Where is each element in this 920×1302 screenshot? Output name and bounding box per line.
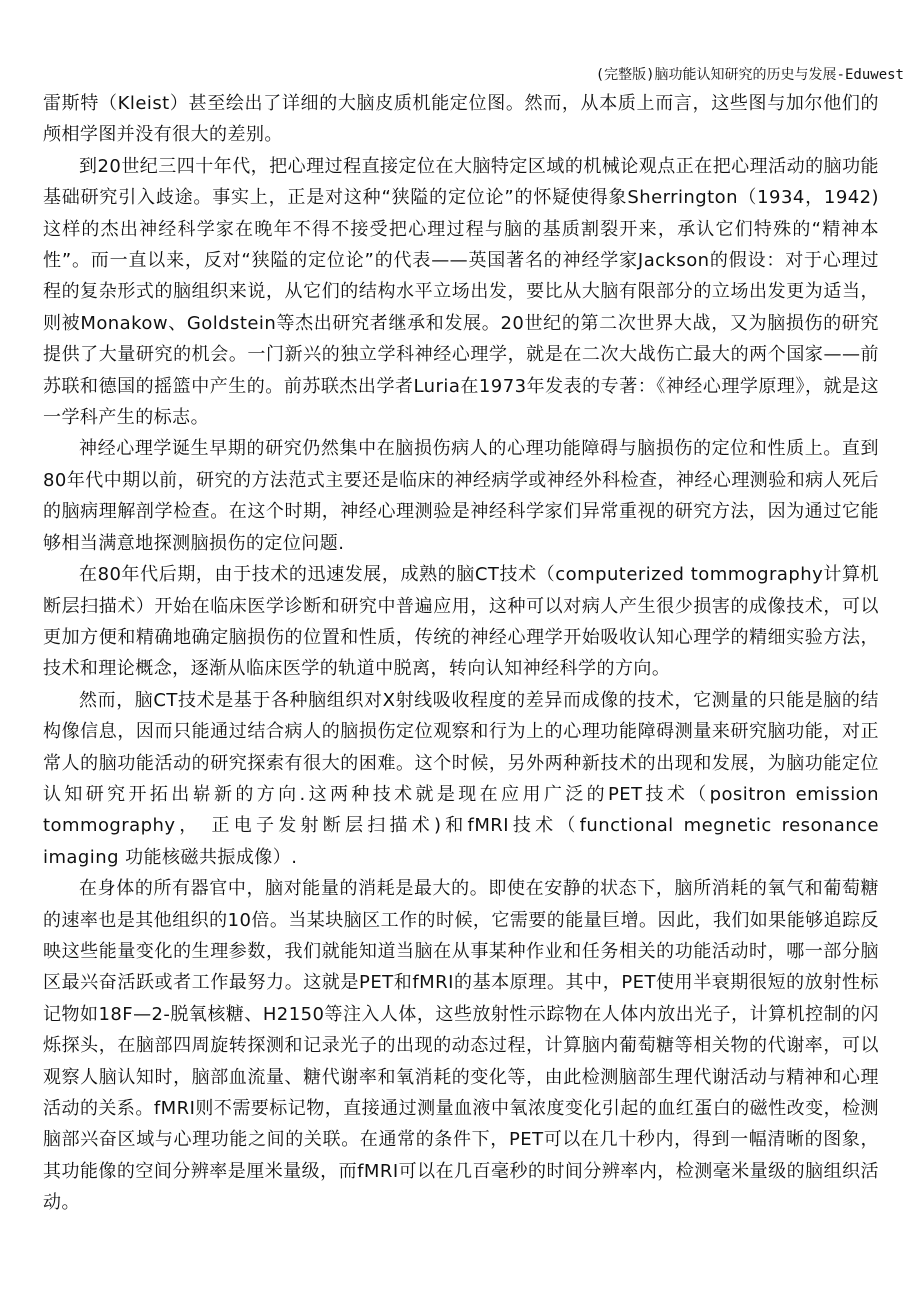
paragraph-localization-history: 到20世纪三四十年代，把心理过程直接定位在大脑特定区域的机械论观点正在把心理活动的脑功能基础研究引入歧途。事实上，正是对这种“狭隘的定位论”的怀疑使得象Sherrington（1934，1942)这样的杰出神经科学家在晚年不得不接受把心理过程与脑的基质割裂开来，承认它们特殊的“精神本性”。而一直以来，反对“狭隘的定位论”的代表——英国著名的神经学家Jackson的假设：对于心理过程的复杂形式的脑组织来说，从它们的结构水平立场出发，要比从大脑有限部分的立场出发更为适当，则被Monakow、Goldstein等杰出研究者继承和发展。20世纪的第二次世界大战，又为脑损伤的研究提供了大量研究的机会。一门新兴的独立学科神经心理学，就是在二次大战伤亡最大的两个国家——前苏联和德国的摇篮中产生的。前苏联杰出学者Luria在1973年发表的专著：《神经心理学原理》，就是这一学科产生的标志。: [43, 155, 879, 429]
running-header: (完整版)脑功能认知研究的历史与发展-Eduwest: [595, 67, 904, 83]
document-body: [43, 88, 879, 1219]
paragraph-continuation: 雷斯特（Kleist）甚至绘出了详细的大脑皮质机能定位图。然而，从本质上而言，这些图与加尔他们的颅相学图并没有很大的差别。: [43, 93, 879, 146]
paragraph-pet-fmri-principles: 在身体的所有器官中，脑对能量的消耗是最大的。即使在安静的状态下，脑所消耗的氧气和葡萄糖的速率也是其他组织的10倍。当某块脑区工作的时候，它需要的能量巨增。因此，我们如果能够追踪反映这些能量变化的生理参数，我们就能知道当脑在从事某种作业和任务相关的功能活动时，哪一部分脑区最兴奋活跃或者工作最努力。这就是PET和fMRI的基本原理。其中，PET使用半衰期很短的放射性标记物如18F—2-脱氧核糖、H2150等注入人体，这些放射性示踪物在人体内放出光子，计算机控制的闪烁探头，在脑部四周旋转探测和记录光子的出现的动态过程，计算脑内葡萄糖等相关物的代谢率，可以观察人脑认知时，脑部血流量、糖代谢率和氧消耗的变化等，由此检测脑部生理代谢活动与精神和心理活动的关系。fMRI则不需要标记物，直接通过测量血液中氧浓度变化引起的血红蛋白的磁性改变，检测脑部兴奋区域与心理功能之间的关联。在通常的条件下，PET可以在几十秒内，得到一幅清晰的图象，其功能像的空间分辨率是厘米量级，而fMRI可以在几百毫秒的时间分辨率内，检测毫米量级的脑组织活动。: [43, 878, 879, 1214]
paragraph-pet-fmri-emergence: 然而，脑CT技术是基于各种脑组织对X射线吸收程度的差异而成像的技术，它测量的只能是脑的结构像信息，因而只能通过结合病人的脑损伤定位观察和行为上的心理功能障碍测量来研究脑功能，对正常人的脑功能活动的研究探索有很大的困难。这个时候，另外两种新技术的出现和发展，为脑功能定位认知研究开拓出崭新的方向.这两种技术就是现在应用广泛的PET技术（positron emission tommography， 正电子发射断层扫描术)和fMRI技术（functional megnetic resonance imaging 功能核磁共振成像）.: [43, 689, 879, 868]
paragraph-early-neuropsychology: 神经心理学诞生早期的研究仍然集中在脑损伤病人的心理功能障碍与脑损伤的定位和性质上。直到80年代中期以前，研究的方法范式主要还是临床的神经病学或神经外科检查，神经心理测验和病人死后的脑病理解剖学检查。在这个时期，神经心理测验是神经科学家们异常重视的研究方法，因为通过它能够相当满意地探测脑损伤的定位问题.: [43, 438, 879, 554]
paragraph-ct-technology: 在80年代后期，由于技术的迅速发展，成熟的脑CT技术（computerized tommography计算机断层扫描术）开始在临床医学诊断和研究中普遍应用，这种可以对病人产生很少损害的成像技术，可以更加方便和精确地确定脑损伤的位置和性质，传统的神经心理学开始吸收认知心理学的精细实验方法，技术和理论概念，逐渐从临床医学的轨道中脱离，转向认知神经科学的方向。: [43, 564, 879, 680]
